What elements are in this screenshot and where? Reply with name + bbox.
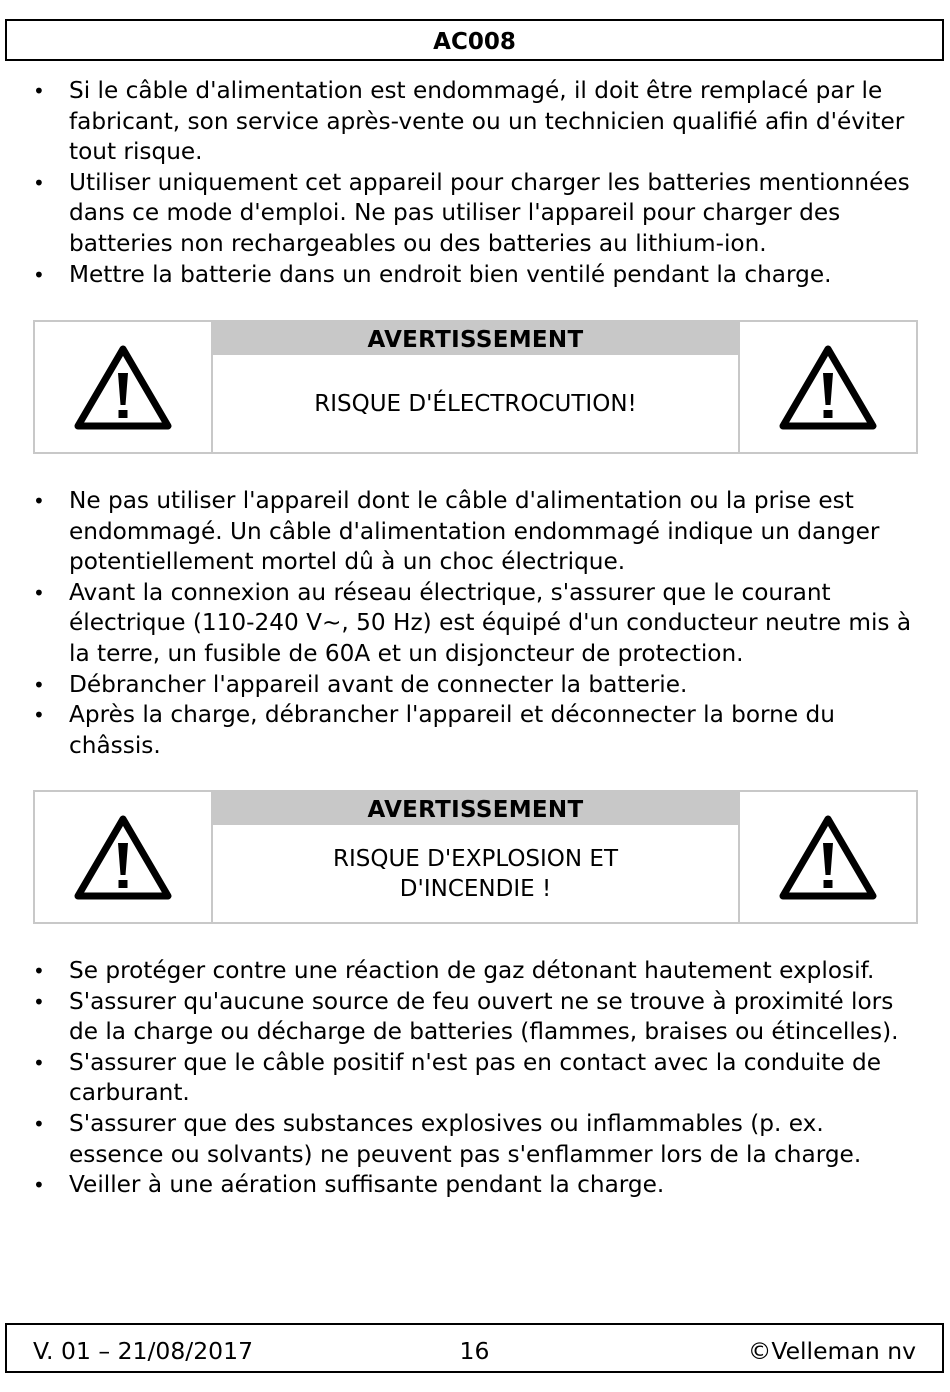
bullet-list-1 (0, 76, 950, 290)
list-item: • Utiliser uniquement cet appareil pour charger les batteries mentionnées dans ce mode d'emploi. Ne pas utiliser l'appareil pour charger des batteries non rechargeables ou des batteries au lithium-ion. (0, 168, 950, 260)
warning-message: RISQUE D'EXPLOSION ET D'INCENDIE ! (332, 845, 619, 902)
list-item: • Mettre la batterie dans un endroit bien ventilé pendant la charge. (0, 260, 950, 291)
warning-icon-cell-left (35, 322, 213, 452)
list-item: • S'assurer qu'aucune source de feu ouvert ne se trouve à proximité lors de la charge ou décharge de batteries (flammes, braises ou étincelles). (0, 987, 950, 1048)
warning-triangle-icon (778, 343, 878, 431)
warning-box-explosion (33, 790, 918, 924)
page-footer (5, 1323, 944, 1373)
list-item: • Débrancher l'appareil avant de connecter la batterie. (0, 670, 950, 701)
warning-title: AVERTISSEMENT (213, 792, 738, 825)
list-item: • S'assurer que des substances explosives ou inflammables (p. ex. essence ou solvants) ne peuvent pas s'enflammer lors de la charge. (0, 1109, 950, 1170)
footer-version: V. 01 – 21/08/2017 (33, 1337, 254, 1365)
footer-copyright: ©Velleman nv (747, 1337, 916, 1365)
list-item: • Ne pas utiliser l'appareil dont le câble d'alimentation ou la prise est endommagé. Un câble d'alimentation endommagé indique un danger potentiellement mortel dû à un choc électrique. (0, 486, 950, 578)
header-title: AC008 (433, 29, 516, 55)
warning-box-electrocution (33, 320, 918, 454)
bullet-list-2 (0, 486, 950, 761)
list-item: • Veiller à une aération suffisante pendant la charge. (0, 1170, 950, 1201)
warning-icon-cell-right (738, 792, 916, 922)
page-header (5, 19, 944, 61)
warning-title: AVERTISSEMENT (213, 322, 738, 355)
list-item: • Après la charge, débrancher l'appareil et déconnecter la borne du châssis. (0, 700, 950, 761)
warning-icon-cell-right (738, 322, 916, 452)
warning-icon-cell-left (35, 792, 213, 922)
list-item: • S'assurer que le câble positif n'est pas en contact avec la conduite de carburant. (0, 1048, 950, 1109)
warning-message: RISQUE D'ÉLECTROCUTION! (314, 390, 637, 417)
bullet-list-3 (0, 956, 950, 1201)
warning-triangle-icon (73, 813, 173, 901)
footer-page-number: 16 (459, 1337, 490, 1365)
list-item: • Avant la connexion au réseau électrique, s'assurer que le courant électrique (110-240 V~, 50 Hz) est équipé d'un conducteur neutre mis à la terre, un fusible de 60A et un disjoncteur de protection. (0, 578, 950, 670)
warning-triangle-icon (73, 343, 173, 431)
warning-triangle-icon (778, 813, 878, 901)
list-item: • Si le câble d'alimentation est endommagé, il doit être remplacé par le fabricant, son service après-vente ou un technicien qualifié afin d'éviter tout risque. (0, 76, 950, 168)
list-item: • Se protéger contre une réaction de gaz détonant hautement explosif. (0, 956, 950, 987)
